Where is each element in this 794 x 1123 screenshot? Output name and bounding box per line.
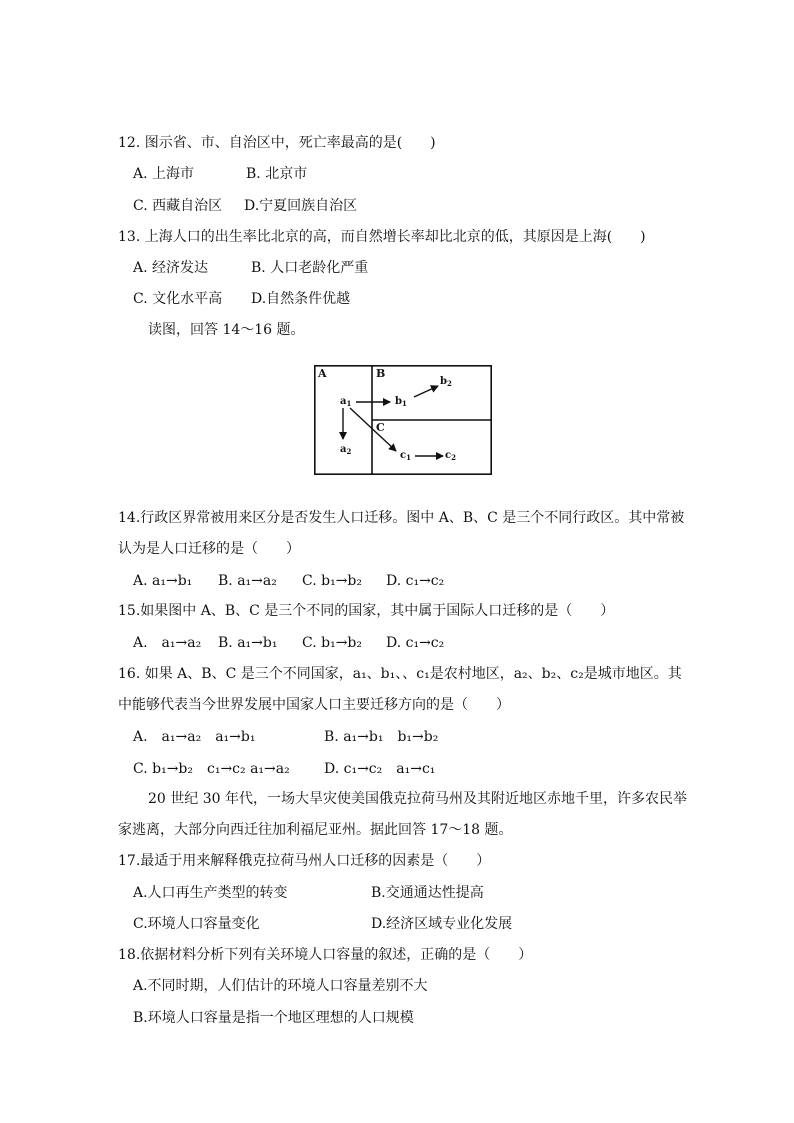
arrow-a1-c1 [350,408,396,451]
passage-line1: 20 世纪 30 年代，一场大旱灾使美国俄克拉荷马州及其附近地区赤地千里，许多农民举 [148,791,687,807]
node-b1: $b_1$ [395,396,407,408]
migration-diagram [314,365,492,475]
q16-stem-line1: 16. 如果 A、B、C 是三个不同国家，a₁、b₁、、c₁是农村地区，a₂、b₂、c₂是城市地区。其 [118,666,682,682]
q15-option-a: A. a₁→a₂ [133,635,202,651]
q18-option-b: B.环境人口容量是指一个地区理想的人口规模 [133,1010,414,1026]
node-c2: $c_2$ [445,450,456,462]
node-c1: $c_1$ [400,450,411,462]
q12-option-c: C. 西藏自治区 [133,198,223,214]
q16-option-b: B. a₁→b₁ b₁→b₂ [324,729,439,745]
q16-option-a: A. a₁→a₂ a₁→b₁ [133,729,256,745]
node-b2: $b_2$ [440,376,452,388]
q14-stem-line1: 14.行政区界常被用来区分是否发生人口迁移。图中 A、B、C 是三个不同行政区。其中常被 [118,510,685,526]
q15-option-b: B. a₁→b₁ [218,635,278,651]
region-c-label: C [376,421,385,434]
q14-option-b: B. a₁→a₂ [218,573,277,589]
passage-line2: 家逃离，大部分向西迁往加利福尼亚州。据此回答 17～18 题。 [118,822,513,838]
q17-stem: 17.最适于用来解释俄克拉荷马州人口迁移的因素是（ ） [118,853,491,869]
q15-option-d: D. c₁→c₂ [386,635,445,651]
q16-stem-line2: 中能够代表当今世界发展中国家人口主要迁移方向的是（ ） [118,697,510,713]
q12-option-b: B. 北京市 [246,166,308,182]
q18-option-a: A.不同时期，人们估计的环境人口容量差别不大 [133,978,428,994]
q16-option-c: C. b₁→b₂ c₁→c₂ a₁→a₂ [133,761,290,777]
q12-option-a: A. 上海市 [133,166,195,182]
q17-option-b: B.交通通达性提高 [371,885,484,901]
node-a1: $a_1$ [340,396,352,408]
read-prompt: 读图，回答 14～16 题。 [148,322,305,338]
q18-stem: 18.依据材料分析下列有关环境人口容量的叙述，正确的是（ ） [118,947,533,963]
q13-option-a: A. 经济发达 [133,260,209,276]
node-a2: $a_2$ [340,444,352,456]
q14-option-d: D. c₁→c₂ [386,573,445,589]
q14-option-a: A. a₁→b₁ [133,573,193,589]
arrow-b1-b2 [414,386,438,397]
q14-option-c: C. b₁→b₂ [302,573,362,589]
q15-option-c: C. b₁→b₂ [302,635,362,651]
q13-stem: 13. 上海人口的出生率比北京的高，而自然增长率却比北京的低，其原因是上海( ) [118,229,646,245]
region-a-label: A [318,367,327,380]
q17-option-a: A.人口再生产类型的转变 [133,885,288,901]
q17-option-d: D.经济区域专业化发展 [371,916,513,932]
q12-option-d: D.宁夏回族自治区 [244,198,358,214]
q12-stem: 12. 图示省、市、自治区中，死亡率最高的是( ) [118,135,436,151]
q16-option-d: D. c₁→c₂ a₁→c₁ [324,761,436,777]
q13-option-b: B. 人口老龄化严重 [251,260,369,276]
q14-stem-line2: 认为是人口迁移的是（ ） [118,541,300,557]
q15-stem: 15.如果图中 A、B、C 是三个不同的国家，其中属于国际人口迁移的是（ ） [118,603,615,619]
q17-option-c: C.环境人口容量变化 [133,916,260,932]
q13-option-c: C. 文化水平高 [133,291,223,307]
region-b-label: B [376,367,386,380]
q13-option-d: D.自然条件优越 [251,291,351,307]
